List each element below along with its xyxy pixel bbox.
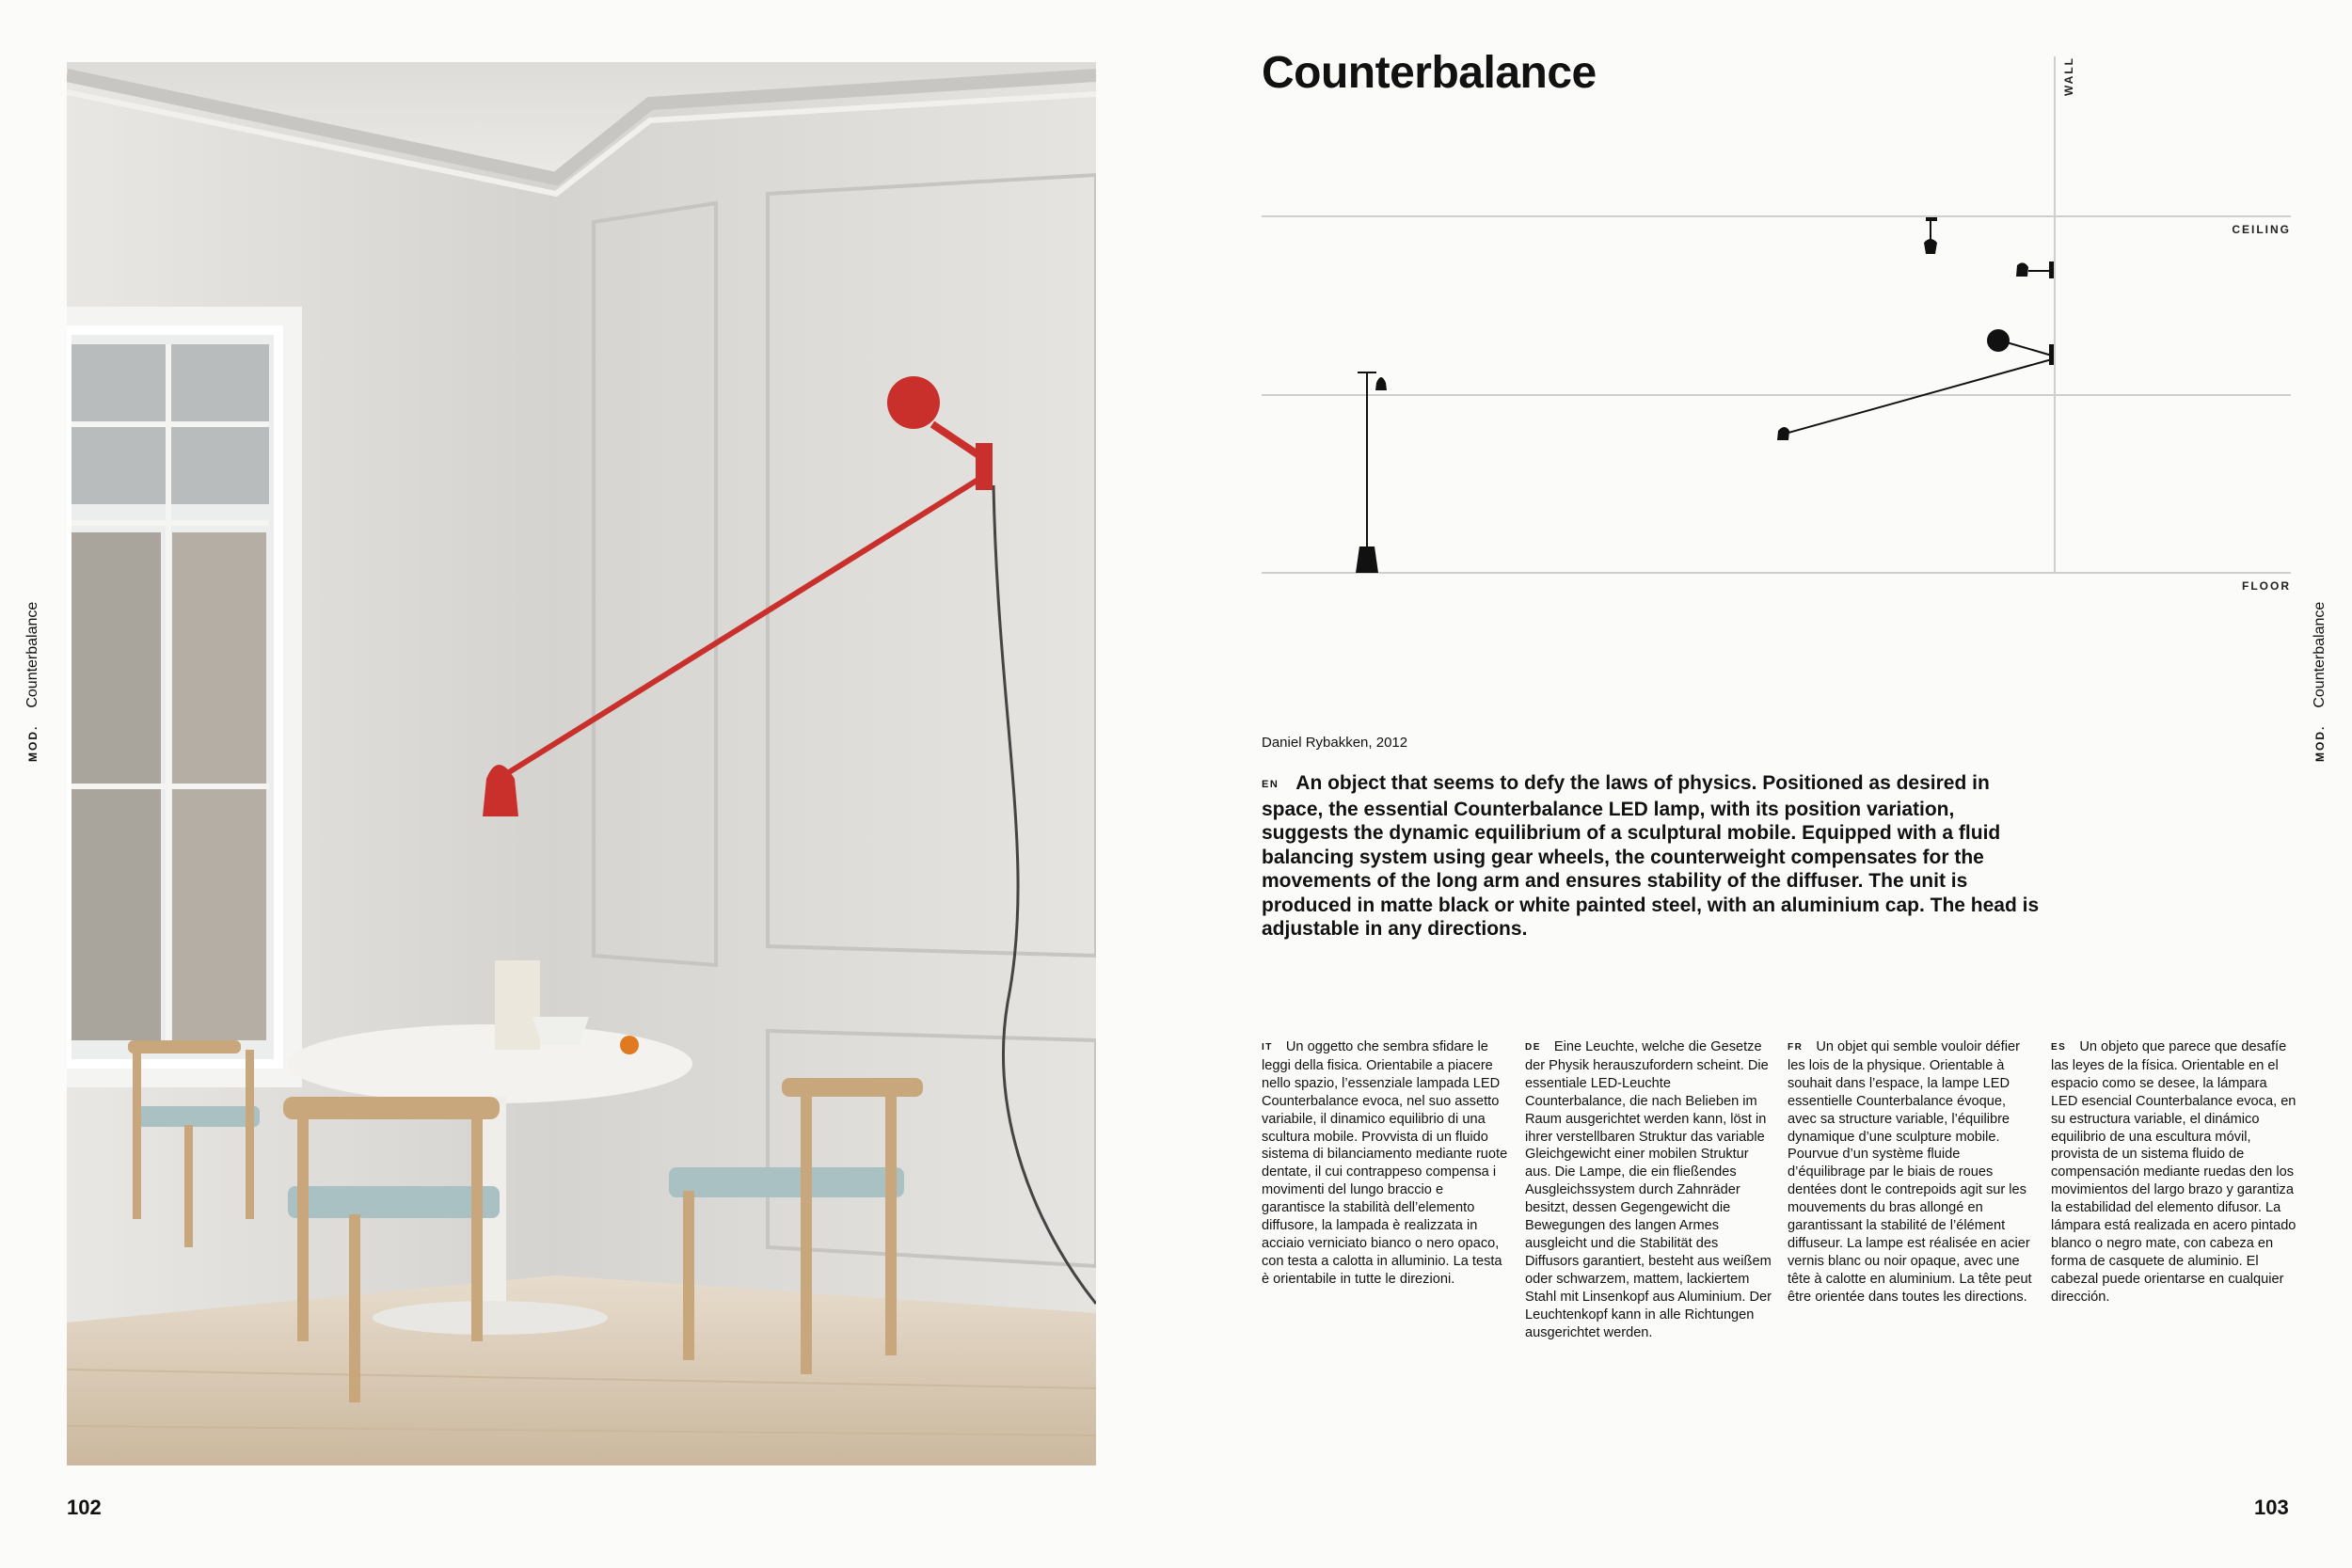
description-en-text: An object that seems to defy the laws of physics. Positioned as desired in space, the essential Counterbalance LED lamp, with its position variation, suggests the dynamic equilibrium of a sculptural mobile. Equipped with a fluid balancing system using gear wheels, the counterweight compensates for the movements of the long arm and ensures stability of the diffuser. The unit is produced in matte black or white painted steel, with an aluminium cap. The head is adjustable in any directions. bbox=[1262, 772, 2040, 940]
lang-code-en: EN bbox=[1262, 779, 1279, 790]
description-fr bbox=[1788, 1038, 2034, 1307]
wall-lamp-short-icon bbox=[2016, 261, 2054, 278]
description-fr-text: Un objet qui semble vouloir défier les lois de la physique. Orientable à souhait dans l’espace, la lampe LED essentielle Counterbalance évoque, avec sa structure variable, l’équilibre dynamique d’une sculpture mobile. Pourvue d’un système fluide d’équilibrage par le biais de roues dentées dont le contrepoids agit sur les mouvements du bras allongé en garantissant la stabilité de l’élément diffuseur. La lampe est réalisée en acier vernis blanc ou noir opaque, avec une tête à calotte en aluminium. La tête peut être orientée dans toutes les directions. bbox=[1788, 1039, 2032, 1305]
page-number-right: 103 bbox=[2254, 1496, 2289, 1519]
side-label-name: Counterbalance bbox=[24, 601, 40, 708]
wall-label: WALL bbox=[2062, 56, 2075, 96]
description-it bbox=[1262, 1038, 1508, 1289]
room-illustration bbox=[67, 62, 1096, 1465]
description-es bbox=[2051, 1038, 2297, 1307]
lang-code-fr: FR bbox=[1788, 1042, 1804, 1053]
ceiling-lamp-icon bbox=[1924, 217, 1937, 254]
description-de bbox=[1525, 1038, 1772, 1341]
description-de-text: Eine Leuchte, welche die Gesetze der Physik herauszufordern scheint. Die essentiale LED-Leuchte Counterbalance, die nach Belieben im Raum ausgerichtet werden kann, löst in ihrer verstellbaren Struktur das variable Gleichgewicht einer mobilen Struktur aus. Die Lampe, die ein fließendes Ausgleichssystem durch Zahnräder besitzt, dessen Gegengewicht die Bewegungen des langen Armes ausgleicht und die Stabilität des Diffusors garantiert, besteht aus weißem oder schwarzem, mattem, lackiertem Stahl mit Linsenkopf aus Aluminium. Der Leuchtenkopf kann in alle Richtungen ausgerichtet werden. bbox=[1525, 1039, 1772, 1340]
side-label-prefix: MOD. bbox=[2313, 724, 2327, 762]
floor-label: FLOOR bbox=[2242, 579, 2291, 593]
product-photo bbox=[67, 62, 1096, 1465]
description-it-text: Un oggetto che sembra sfidare le leggi della fisica. Orientabile a piacere nello spazio, l’essenziale lampada LED Counterbalance evoca, nel suo assetto variabile, il dinamico equilibrio di una scultura mobile. Provvista di un fluido sistema di bilanciamento mediante ruote dentate, il cui contrappeso compensa i movimenti del lungo braccio e garantisce la stabilità dell’elemento diffusore, la lampada è realizzata in acciaio verniciato bianco o nero opaco, con testa a calotta in alluminio. La testa è orientabile in tutte le direzioni. bbox=[1262, 1039, 1508, 1287]
description-en bbox=[1262, 771, 2042, 942]
lang-code-es: ES bbox=[2051, 1042, 2067, 1053]
floor-lamp-icon bbox=[1356, 372, 1387, 573]
positions-diagram bbox=[1262, 56, 2291, 602]
lang-code-de: DE bbox=[1525, 1042, 1541, 1053]
side-label-right bbox=[2311, 601, 2329, 762]
side-label-prefix: MOD. bbox=[26, 724, 40, 762]
description-es-text: Un objeto que parece que desafíe las leyes de la física. Orientable en el espacio como se desee, la lámpara LED esencial Counterbalance evoca, en su estructura variable, el dinámico equilibrio de una escultura móvil, provista de un sistema fluido de compensación mediante ruedas den los movimientos del largo brazo y garantiza la estabilidad del elemento difusor. La lámpara está realizada en acero pintado blanco o negro mate, con cabeza en forma de casquete de aluminio. El cabezal puede orientarse en cualquier dirección. bbox=[2051, 1039, 2296, 1305]
side-label-left bbox=[24, 601, 42, 762]
lang-code-it: IT bbox=[1262, 1042, 1273, 1053]
ceiling-label: CEILING bbox=[2232, 223, 2291, 236]
page-number-left: 102 bbox=[67, 1496, 102, 1519]
side-label-name: Counterbalance bbox=[2312, 601, 2328, 708]
page-title: Counterbalance bbox=[1262, 48, 1597, 98]
designer-credit: Daniel Rybakken, 2012 bbox=[1262, 735, 1408, 751]
wall-lamp-long-icon bbox=[1777, 329, 2054, 440]
